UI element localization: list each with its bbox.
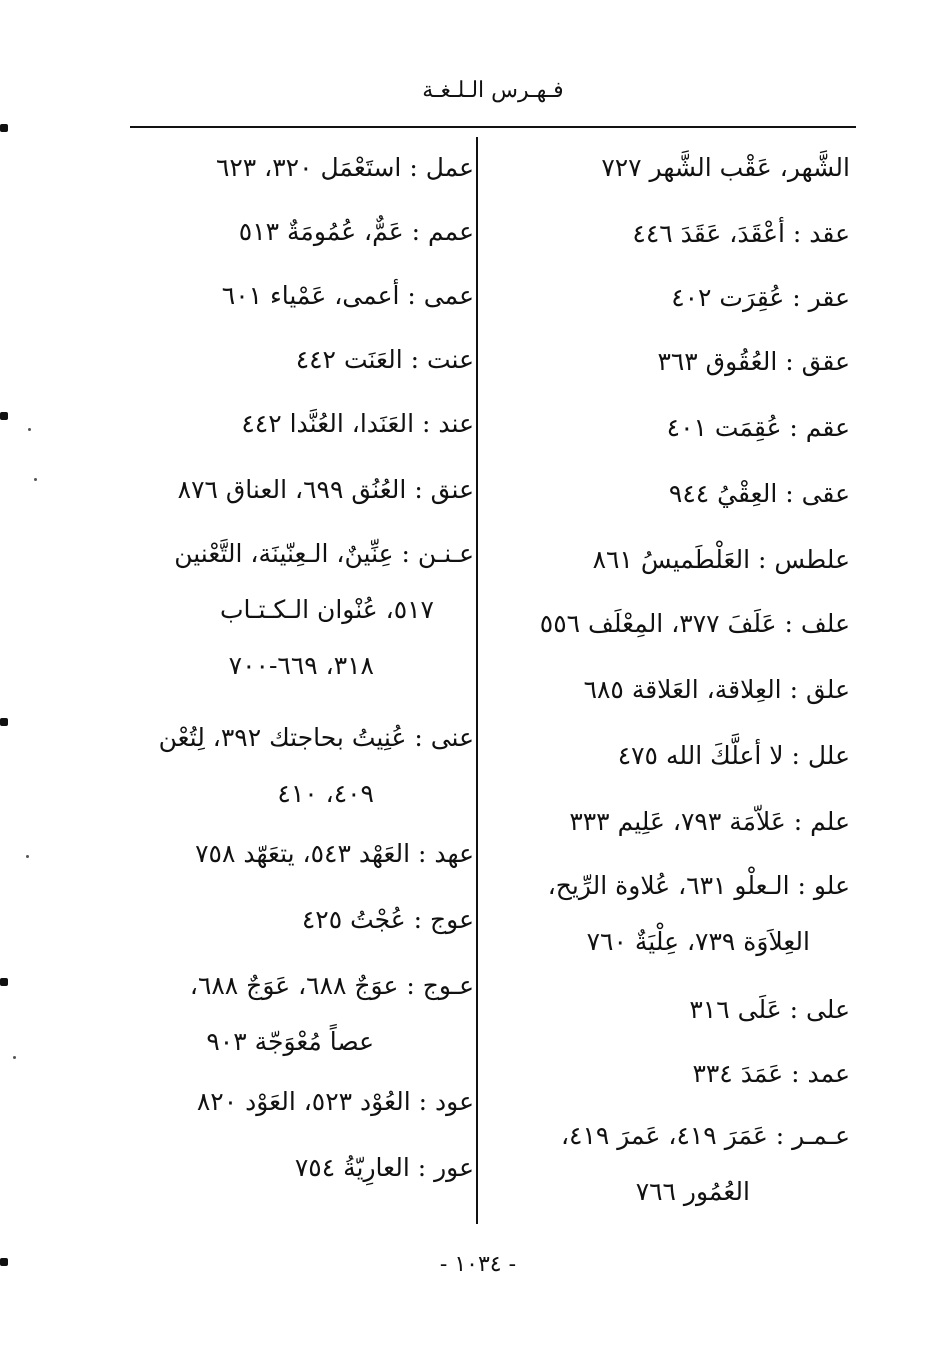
index-entry	[494, 982, 850, 1038]
scan-speck	[34, 478, 37, 481]
index-entry	[494, 140, 850, 196]
index-entry	[128, 396, 474, 452]
index-entry	[494, 206, 850, 262]
entry-continuation-line: العِلاَوَة ٧٣٩، عِلْيَةٌ ٧٦٠	[586, 927, 810, 956]
entry-line: عقم : عُقِمَت ٤٠١	[666, 413, 850, 442]
page-number: - ١٠٣٤ -	[439, 1252, 517, 1277]
index-entry	[128, 958, 474, 1070]
index-entry	[128, 140, 474, 196]
index-entry	[494, 794, 850, 850]
entry-line: عقق : العُقُوق ٣٦٣	[657, 347, 850, 376]
entry-line: عقى : العِقْيُ ٩٤٤	[668, 479, 850, 508]
entry-line: عهد : العَهْد ٥٤٣، يتعَهّد ٧٥٨	[195, 839, 474, 868]
margin-mark	[0, 1258, 8, 1266]
entry-line: علل : لا أعلَّكَ الله ٤٧٥	[617, 741, 850, 770]
margin-mark	[0, 412, 8, 420]
entry-continuation-line: ٤٠٩، ٤١٠	[277, 779, 374, 808]
entry-line: عند : العَنَدا، العُنَّدا ٤٤٢	[241, 409, 474, 438]
entry-line: عـوج : عوَجٌ ٦٨٨، عَوَجٌ ٦٨٨،	[189, 971, 474, 1000]
entry-line: علق : العِلاقة، العَلاقة ٦٨٥	[583, 675, 850, 704]
entry-line: علطس : العَلْطَميسُ ٨٦١	[592, 545, 850, 574]
entry-line: عوج : عُجْتُ ٤٢٥	[301, 905, 474, 934]
entry-line: عود : العُوْد ٥٢٣، العَوْد ٨٢٠	[196, 1087, 474, 1116]
index-entry	[494, 334, 850, 390]
entry-continuation-line: العُمُور ٧٦٦	[635, 1177, 750, 1206]
entry-continuation-line: عصاً مُعْوَجّة ٩٠٣	[206, 1027, 374, 1056]
page-header-title: فـهـرس الـلـغـة	[422, 78, 564, 103]
index-entry	[494, 270, 850, 326]
entry-line: عمل : استَعْمَل ٣٢٠، ٦٢٣	[215, 153, 474, 182]
header-rule	[130, 126, 856, 128]
scan-speck	[26, 855, 29, 858]
entry-continuation-line: ٣١٨، ٦٦٩-٧٠٠	[228, 651, 374, 680]
index-entry	[494, 1108, 850, 1220]
margin-mark	[0, 124, 8, 132]
index-entry	[128, 710, 474, 822]
entry-line: عقر : عُقِرَت ٤٠٢	[671, 283, 850, 312]
index-entry	[494, 728, 850, 784]
entry-line: علم : عَلاّمَة ٧٩٣، عَلِيم ٣٣٣	[569, 807, 850, 836]
entry-line: عور : العارِيّةُ ٧٥٤	[294, 1153, 474, 1182]
entry-line: عـمـر : عَمَرَ ٤١٩، عَمرَ ٤١٩،	[560, 1121, 850, 1150]
index-entry	[128, 268, 474, 324]
scan-speck	[13, 1056, 16, 1059]
column-divider	[476, 137, 478, 1224]
scan-speck	[28, 428, 31, 431]
index-entry	[128, 462, 474, 518]
entry-line: عقد : أعْقَدَ، عَقَدَ ٤٤٦	[632, 219, 850, 248]
index-entry	[128, 1140, 474, 1196]
entry-line: عـنـن : عِنِّينٌ، الـعِنّينَة، التَّعْنين	[174, 539, 474, 568]
margin-mark	[0, 978, 8, 986]
index-entry	[128, 892, 474, 948]
entry-line: عنت : العَنَت ٤٤٢	[295, 345, 474, 374]
entry-continuation-line: ٥١٧، عُنْوان الـكـتـاب	[220, 595, 434, 624]
entry-line: على : عَلَى ٣١٦	[689, 995, 850, 1024]
entry-line: عنق : العُنُق ٦٩٩، العناق ٨٧٦	[177, 475, 474, 504]
index-entry	[494, 1046, 850, 1102]
entry-line: الشَّهر، عَقْب الشَّهر ٧٢٧	[601, 153, 850, 182]
entry-line: عمم : عَمٌّ، عُمُومَةٌ ٥١٣	[238, 217, 474, 246]
entry-line: علف : عَلَفَ ٣٧٧، المِعْلَف ٥٥٦	[539, 609, 850, 638]
index-entry	[494, 662, 850, 718]
index-entry	[128, 332, 474, 388]
entry-line: عمى : أعمى، عَمْياء ٦٠١	[221, 281, 474, 310]
entry-line: عنى : عُنِيتُ بحاجتك ٣٩٢، لِتُعْن	[158, 723, 474, 752]
index-entry	[494, 466, 850, 522]
index-entry	[494, 858, 850, 970]
index-entry	[494, 596, 850, 652]
index-entry	[128, 1074, 474, 1130]
entry-line: علو : الـعلْو ٦٣١، عُلاوة الرِّيح،	[547, 871, 850, 900]
entry-line: عمد : عَمَدَ ٣٣٤	[692, 1059, 850, 1088]
margin-mark	[0, 718, 8, 726]
index-entry	[128, 204, 474, 260]
index-entry	[494, 400, 850, 456]
index-entry	[494, 532, 850, 588]
index-entry	[128, 526, 474, 694]
index-entry	[128, 826, 474, 882]
